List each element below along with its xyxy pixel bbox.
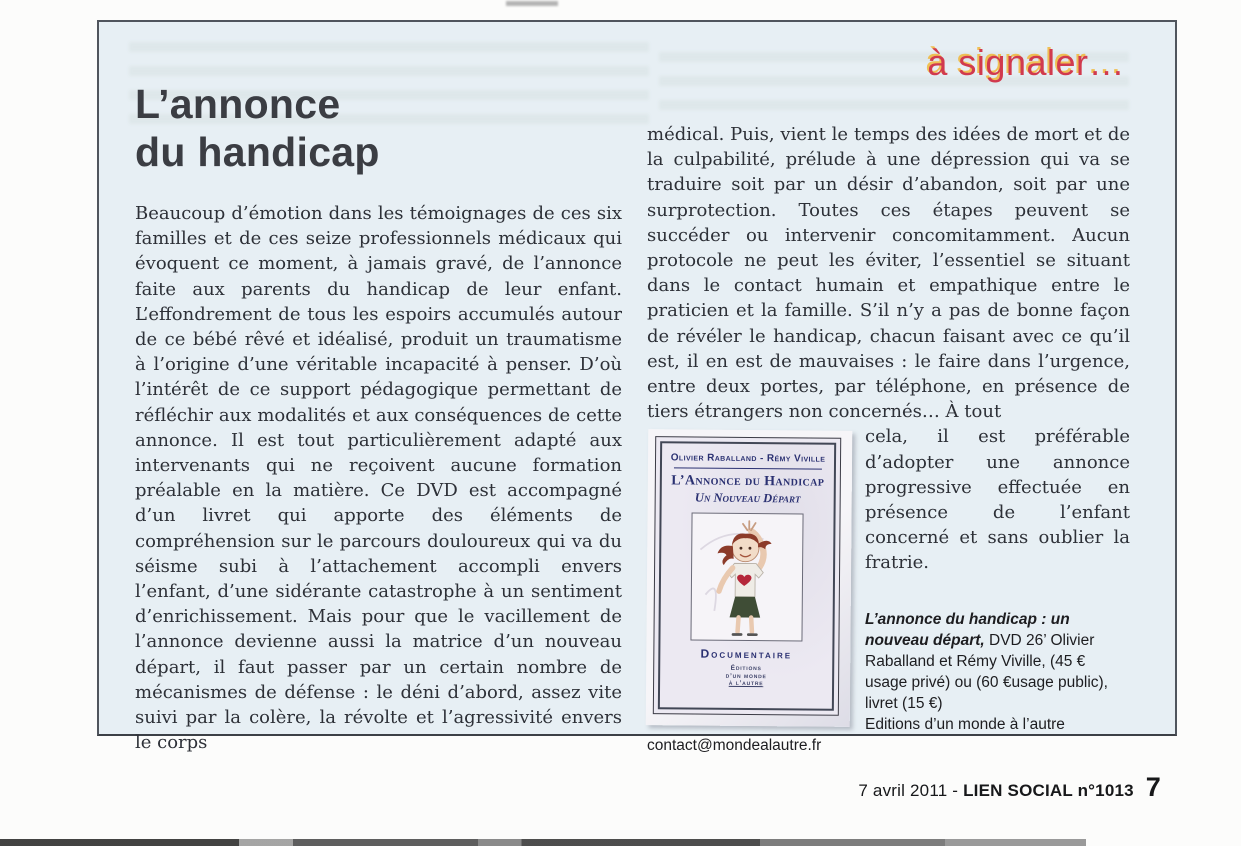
dvd-cover-authors: Olivier Raballand - Rémy Viville [670,452,826,466]
page-footer [858,772,1161,803]
dvd-cover-photo [646,430,853,728]
dvd-cover-subtitle: Un Nouveau Départ [694,490,801,506]
dvd-caption-title: L’annonce du handicap : un nouveau départ, [865,610,1070,649]
column-left [135,80,622,755]
dvd-cover-illustration [691,514,802,641]
scan-edge-strip [0,839,1086,846]
dvd-publisher-line2: d’un monde [725,672,767,681]
dvd-cover-title: L’Annonce du Handicap [671,473,825,491]
column-right [647,122,1130,756]
dvd-publisher-line3: à l’autre [728,680,764,688]
dvd-cover-inner [658,442,836,712]
article-body-right-top: médical. Puis, vient le temps des idées de mort et de la culpabilité, prélude à une dépression qui va se traduire soit par un désir d’abandon, soit par une surprotection. Toutes ces étapes peuvent se succéder ou intervenir concomitamment. Aucun protocole ne peut les éviter, l’essentiel se situant dans le contact humain et empathique entre le praticien et la famille. S’il n’y a pas de bonne façon de révéler le handicap, chacun faisant avec ce qu’il est, il en est de mauvaises : le faire dans l’urgence, entre deux portes, par téléphone, en présence de tiers étrangers non concernés… À tout [647,124,1130,423]
dvd-caption-contact[interactable]: contact@mondealautre.fr [647,736,822,754]
dvd-caption-details: DVD 26’ Olivier Raballand et Rémy Viville, (45 € usage privé) ou (60 €usage public), livret (15 €) [865,631,1108,712]
footer-date: 7 avril 2011 - [858,781,964,800]
article-title-line2: du handicap [135,129,380,175]
article-body-right-wrapped: cela, il est préférable d’adopter une annonce progressive effectuée en présence de l’enfant concerné et sans oublier la fratrie. [865,426,1130,574]
dvd-publisher-line1: Éditions [730,665,762,673]
section-label: à signaler… [927,42,1125,83]
dvd-cover-rule [674,468,822,470]
article-title-line1: L’annonce [135,81,341,127]
dvd-cover-illustration-frame [690,513,803,642]
dvd-cover-genre: Documentaire [700,647,793,662]
scan-smudge-top [506,1,558,6]
dvd-cover [653,437,841,717]
dvd-cover-publisher-logo [726,665,767,688]
footer-page-number: 7 [1145,772,1161,802]
footer-journal-name: LIEN SOCIAL n°1013 [963,781,1134,800]
dvd-caption-publisher: Editions d’un monde à l’autre [865,715,1065,733]
article-title [135,80,622,176]
magazine-page [97,20,1177,754]
article-body-left: Beaucoup d’émotion dans les témoignages de ces six familles et de ces seize professionnels médicaux qui évoquent ce moment, à jamais gravé, de l’annonce faite aux parents du handicap de leur enfant. L’effondrement de tous les espoirs accumulés autour de ce bébé rêvé et idéalisé, produit un traumatisme à l’origine d’une véritable incapacité à penser. D’où l’intérêt de ce support pédagogique permettant de réfléchir aux modalités et aux conséquences de cette annonce. Il est tout particulièrement adapté aux intervenants qui ne reçoivent aucune formation préalable en la matière. Ce DVD est accompagné d’un livret qui apporte des éléments de compréhension sur le parcours douloureux qui va du séisme subi à l’attachement accompli envers l’enfant, d’une sidérante catastrophe à un sentiment d’enrichissement. Mais pour que le vacillement de l’annonce devienne aussi la matrice d’un nouveau départ, il faut passer par un certain nombre de mécanismes de défense : le déni d’abord, assez vite suivi par la colère, la révolte et l’agressivité envers le corps [135,203,622,754]
